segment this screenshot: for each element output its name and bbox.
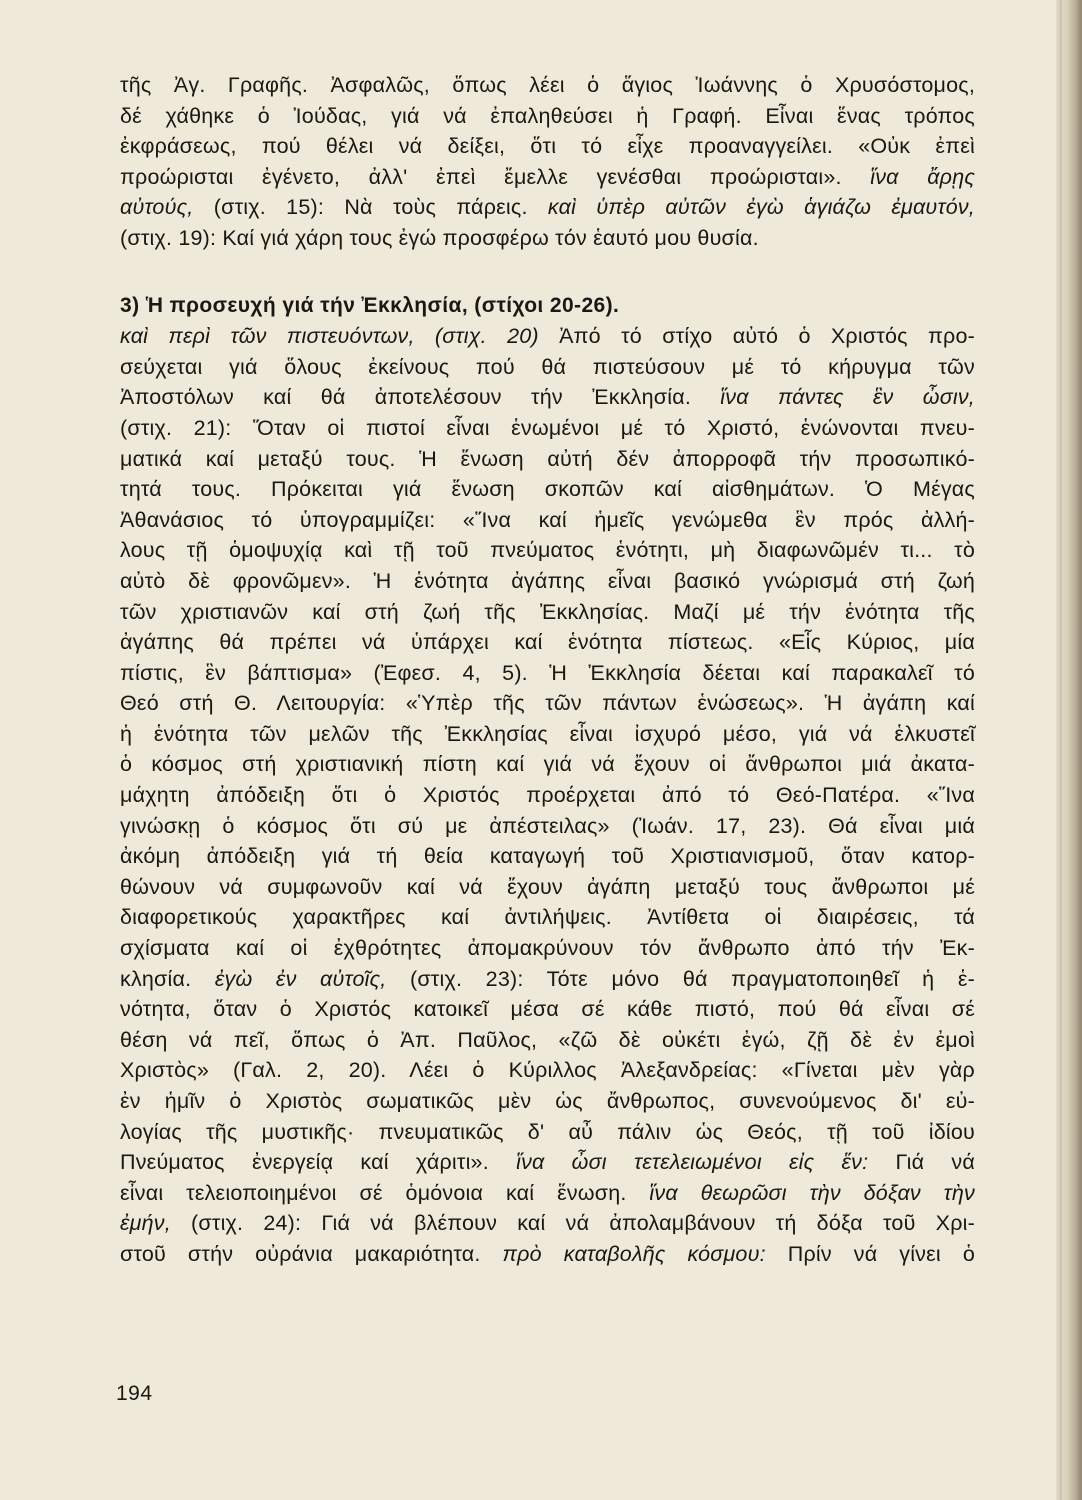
text-span: κλησία. <box>120 966 192 991</box>
text-line <box>120 1025 975 1056</box>
text-line <box>120 321 975 352</box>
text-span: λους τῇ ὁμοψυχίᾳ καὶ τῇ τοῦ πνεύματος ἑνότητι, μὴ διαφωνῶμέν τι... τὸ <box>120 538 975 563</box>
text-span: τητά τους. Πρόκειται γιά ἕνωση σκοπῶν καί αἰσθημάτων. Ὁ Μέγας <box>120 477 975 502</box>
italic-quote: ἵνα πάντες ἓν ὦσιν, <box>720 385 975 410</box>
text-span: ματικά καί μεταξύ τους. Ἡ ἕνωση αὐτή δέν ἀπορροφᾶ τήν προσωπικό- <box>120 446 975 471</box>
text-line <box>120 192 975 223</box>
text-span: Ἀποστόλων καί θά ἀποτελέσουν τήν Ἐκκλησία. <box>120 385 691 410</box>
page-edge-shadow <box>1056 0 1062 1500</box>
text-span: ἀκόμη ἀπόδειξη γιά τή θεία καταγωγή τοῦ Χριστιανισμοῦ, ὅταν κατορ- <box>120 844 975 869</box>
text-span: (στιχ. 23): Τότε μόνο θά πραγματοποιηθεῖ ἡ ἑ- <box>409 966 975 991</box>
text-line <box>120 688 975 719</box>
text-span: Θεό στή Θ. Λειτουργία: «Ὑπὲρ τῆς τῶν πάντων ἑνώσεως». Ἡ ἀγάπη καί <box>120 691 975 716</box>
text-line <box>120 658 975 689</box>
text-line <box>120 1117 975 1148</box>
text-span: θώνουν νά συμφωνοῦν καί νά ἔχουν ἀγάπη μεταξύ τους ἄνθρωποι μέ <box>120 874 975 899</box>
text-span: ἐκφράσεως, πού θέλει νά δείξει, ὅτι τό εἶχε προαναγγείλει. «Οὐκ ἐπεὶ <box>120 134 975 159</box>
text-line <box>120 101 975 132</box>
page-number: 194 <box>116 1382 153 1405</box>
text-span: Γιά νά <box>895 1150 975 1175</box>
section-heading: 3) Ἡ προσευχή γιά τήν Ἐκκλησία, (στίχοι 20-26). <box>120 293 620 317</box>
text-span: δέ χάθηκε ὁ Ἰούδας, γιά νά ἐπαληθεύσει ἡ Γραφή. Εἶναι ἕνας τρόπος <box>120 103 975 128</box>
text-span: λογίας τῆς μυστικῆς· πνευματικῶς δ' αὖ πάλιν ὡς Θεός, τῇ τοῦ ἰδίου <box>120 1119 975 1144</box>
text-span: νότητα, ὅταν ὁ Χριστός κατοικεῖ μέσα σέ κάθε πιστό, πού θά εἶναι σέ <box>120 997 975 1022</box>
italic-quote: αὐτούς, <box>120 195 194 220</box>
text-line <box>120 70 975 101</box>
italic-quote: ἐμήν, <box>120 1211 171 1236</box>
text-line <box>120 1147 975 1178</box>
text-span: θέση νά πεῖ, ὅπως ὁ Ἀπ. Παῦλος, «ζῶ δὲ οὐκέτι ἐγώ, ζῇ δὲ ἐν ἐμοὶ <box>120 1027 975 1052</box>
text-line <box>120 811 975 842</box>
text-span: (στιχ. 19): Καί γιά χάρη τους ἐγώ προσφέρω τόν ἑαυτό μου θυσία. <box>120 225 759 250</box>
text-line <box>120 223 975 254</box>
text-span: (στιχ. 24): Γιά νά βλέπουν καί νά ἀπολαμβάνουν τή δόξα τοῦ Χρι- <box>191 1211 975 1236</box>
text-span: (στιχ. 15): Νὰ τοὺς πάρεις. <box>213 195 528 220</box>
text-span: Χριστὸς» (Γαλ. 2, 20). Λέει ὁ Κύριλλος Ἀλεξανδρείας: «Γίνεται μὲν γὰρ <box>120 1058 975 1083</box>
text-line <box>120 1239 975 1270</box>
text-line <box>120 872 975 903</box>
text-span: (στιχ. 21): Ὅταν οἱ πιστοί εἶναι ἑνωμένοι μέ τό Χριστό, ἑνώνονται πνευ- <box>120 415 975 440</box>
text-span: Ἀπό τό στίχο αὐτό ὁ Χριστός προ- <box>559 324 975 349</box>
text-line <box>120 352 975 383</box>
page-text <box>120 70 975 1270</box>
italic-quote: πρὸ καταβολῆς κόσμου: <box>502 1241 766 1266</box>
italic-quote: καὶ περὶ τῶν πιστευόντων, (στιχ. 20) <box>120 324 539 349</box>
text-span: Ἀθανάσιος τό ὑπογραμμίζει: «Ἵνα καί ἡμεῖς γενώμεθα ἓν πρός ἀλλή- <box>120 507 975 532</box>
text-line <box>120 964 975 995</box>
text-span: προώρισται ἐγένετο, ἀλλ' ἐπεὶ ἔμελλε γενέσθαι προώρισται». <box>120 164 842 189</box>
text-line <box>120 902 975 933</box>
text-line <box>120 505 975 536</box>
text-line <box>120 627 975 658</box>
text-line <box>120 719 975 750</box>
text-line <box>120 780 975 811</box>
text-span: στοῦ στήν οὐράνια μακαριότητα. <box>120 1241 481 1266</box>
text-line <box>120 841 975 872</box>
text-line <box>120 413 975 444</box>
text-line <box>120 749 975 780</box>
italic-quote: ἵνα ἄρῃς <box>870 164 975 189</box>
text-line <box>120 1055 975 1086</box>
text-span: μάχητη ἀπόδειξη ὅτι ὁ Χριστός προέρχεται ἀπό τό Θεό-Πατέρα. «Ἵνα <box>120 783 975 808</box>
text-span: σχίσματα καί οἱ ἐχθρότητες ἀπομακρύνουν τόν ἄνθρωπο ἀπό τήν Ἐκ- <box>120 936 975 961</box>
text-span: ἡ ἑνότητα τῶν μελῶν τῆς Ἐκκλησίας εἶναι ἰσχυρό μέσο, γιά νά ἑλκυστεῖ <box>120 721 975 746</box>
text-line <box>120 535 975 566</box>
paragraph-gap <box>120 254 975 290</box>
text-line <box>120 1178 975 1209</box>
text-span: διαφορετικούς χαρακτῆρες καί ἀντιλήψεις. Ἀντίθετα οἱ διαιρέσεις, τά <box>120 905 975 930</box>
text-span: τῆς Ἀγ. Γραφῆς. Ἀσφαλῶς, ὅπως λέει ὁ ἅγιος Ἰωάννης ὁ Χρυσόστομος, <box>120 73 975 97</box>
text-line <box>120 597 975 628</box>
italic-quote: ἵνα θεωρῶσι τὴν δόξαν τὴν <box>649 1180 975 1205</box>
text-span: αὐτὸ δὲ φρονῶμεν». Ἡ ἑνότητα ἀγάπης εἶναι βασικό γνώρισμά στή ζωή <box>120 568 975 593</box>
text-span: τῶν χριστιανῶν καί στή ζωή τῆς Ἐκκλησίας. Μαζί μέ τήν ἑνότητα τῆς <box>120 599 975 624</box>
text-line <box>120 566 975 597</box>
text-line <box>120 1208 975 1239</box>
italic-quote: καὶ ὑπὲρ αὐτῶν ἐγὼ ἁγιάζω ἐμαυτόν, <box>547 195 975 220</box>
text-span: πίστις, ἓν βάπτισμα» (Ἐφεσ. 4, 5). Ἡ Ἐκκλησία δέεται καί παρακαλεῖ τό <box>120 660 975 685</box>
text-line <box>120 290 975 322</box>
text-span: Πνεύματος ἐνεργείᾳ καί χάριτι». <box>120 1150 489 1175</box>
text-span: Πρίν νά γίνει ὁ <box>787 1241 975 1266</box>
text-line <box>120 994 975 1025</box>
text-line <box>120 444 975 475</box>
text-line <box>120 474 975 505</box>
italic-quote: ἵνα ὦσι τετελειωμένοι εἰς ἕν: <box>516 1150 869 1175</box>
text-span: ἀγάπης θά πρέπει νά ὑπάρχει καί ἑνότητα πίστεως. «Εἷς Κύριος, μία <box>120 630 975 655</box>
text-span: γινώσκῃ ὁ κόσμος ὅτι σύ με ἀπέστειλας» (Ἰωάν. 17, 23). Θά εἶναι μιά <box>120 813 975 838</box>
text-span: ὁ κόσμος στή χριστιανική πίστη καί γιά νά ἔχουν οἱ ἄνθρωποι μιά ἀκατα- <box>120 752 975 777</box>
text-line <box>120 1086 975 1117</box>
italic-quote: ἐγὼ ἐν αὐτοῖς, <box>214 966 387 991</box>
text-line <box>120 131 975 162</box>
text-span: εἶναι τελειοποιημένοι σέ ὁμόνοια καί ἕνωση. <box>120 1180 627 1205</box>
text-line <box>120 382 975 413</box>
text-span: ἐν ἡμῖν ὁ Χριστὸς σωματικῶς μὲν ὡς ἄνθρωπος, συνενούμενος δι' εὐ- <box>120 1089 975 1113</box>
text-line <box>120 162 975 193</box>
text-span: σεύχεται γιά ὅλους ἐκείνους πού θά πιστεύσουν μέ τό κήρυγμα τῶν <box>120 354 975 379</box>
text-line <box>120 933 975 964</box>
